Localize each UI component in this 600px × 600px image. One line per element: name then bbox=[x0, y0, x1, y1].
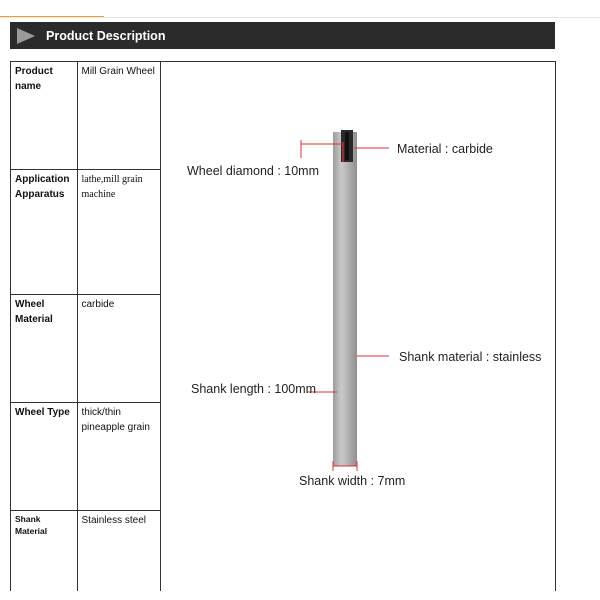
table-row bbox=[11, 510, 160, 591]
spec-value: lathe,mill grain machine bbox=[77, 169, 160, 294]
table-row bbox=[11, 402, 160, 510]
table-row bbox=[11, 294, 160, 402]
label-shank-length: Shank length : 100mm bbox=[191, 382, 317, 396]
spec-label: Application Apparatus bbox=[11, 169, 77, 294]
table-row bbox=[11, 169, 160, 294]
section-header bbox=[10, 22, 555, 49]
spec-table bbox=[11, 62, 161, 591]
label-shank-width: Shank width : 7mm bbox=[299, 474, 406, 488]
spec-label: Product name bbox=[11, 62, 77, 169]
tool-shank bbox=[333, 132, 357, 466]
label-wheel-diamond: Wheel diamond : 10mm bbox=[187, 164, 320, 178]
product-image bbox=[161, 62, 556, 591]
spec-label: Wheel Material bbox=[11, 294, 77, 402]
play-arrow-icon bbox=[10, 22, 42, 49]
spec-label: Shank Material bbox=[11, 510, 77, 591]
top-divider bbox=[0, 17, 600, 18]
spec-value: carbide bbox=[77, 294, 160, 402]
section-title: Product Description bbox=[46, 28, 166, 43]
spec-value: thick/thin pineapple grain bbox=[77, 402, 160, 510]
table-row bbox=[11, 62, 160, 169]
tool-diagram bbox=[161, 62, 556, 591]
product-description-content bbox=[10, 61, 556, 591]
spec-value: Mill Grain Wheel bbox=[77, 62, 160, 169]
spec-value: Stainless steel bbox=[77, 510, 160, 591]
label-material: Material : carbide bbox=[397, 142, 493, 156]
label-shank-material: Shank material : stainless bbox=[399, 350, 542, 364]
spec-label: Wheel Type bbox=[11, 402, 77, 510]
